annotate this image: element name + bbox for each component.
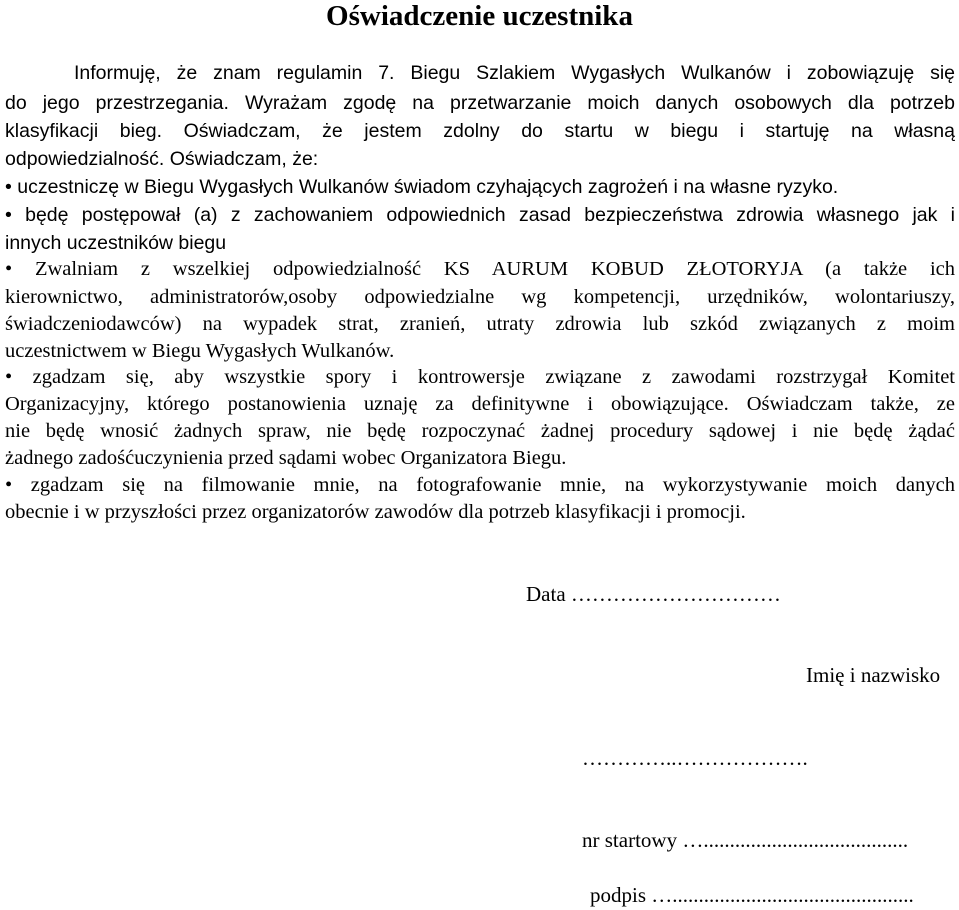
document-title: Oświadczenie uczestnika — [326, 0, 633, 32]
name-label: Imię i nazwisko — [806, 663, 941, 687]
bullet-line-5-cont: obecnie i w przyszłości przez organizatorów zawodów dla potrzeb klasyfikacji i promocji. — [5, 501, 746, 523]
bullet-line-3-cont-3: uczestnictwem w Biegu Wygasłych Wulkanów. — [5, 340, 395, 362]
paragraph-line-4: odpowiedzialność. Oświadczam, że: — [5, 148, 319, 170]
signature-field: podpis ….............................................. — [590, 883, 914, 907]
bullet-line-4-cont-2: nie będę wnosić żadnych spraw, nie będę rozpoczynać żadnej procedury sądowej i nie będę żądać — [5, 420, 955, 442]
bullet-line-3: • Zwalniam z wszelkiej odpowiedzialność KS AURUM KOBUD ZŁOTORYJA (a także ich — [5, 258, 955, 280]
bullet-line-1: • uczestniczę w Biegu Wygasłych Wulkanów świadom czyhających zagrożeń i na własne ryzyko. — [5, 176, 839, 198]
bullet-line-2-cont: innych uczestników biegu — [5, 232, 227, 254]
bib-number-field: nr startowy …....................................... — [582, 828, 909, 852]
bullet-line-2: • będę postępował (a) z zachowaniem odpowiednich zasad bezpieczeństwa zdrowia własnego jak i — [5, 204, 955, 226]
bullet-line-3-cont-1: kierownictwo, administratorów,osoby odpowiedzialne wg kompetencji, urzędników, wolontariuszy, — [5, 286, 955, 308]
paragraph-line-1: Informuję, że znam regulamin 7. Biegu Szlakiem Wygasłych Wulkanów i zobowiązuję się — [74, 62, 955, 84]
paragraph-line-2: do jego przestrzegania. Wyrażam zgodę na przetwarzanie moich danych osobowych dla potrzeb — [5, 92, 955, 114]
bullet-line-5: • zgadzam się na filmowanie mnie, na fotografowanie mnie, na wykorzystywanie moich danych — [5, 474, 955, 496]
date-field: Data ………………………… — [526, 582, 781, 606]
bullet-line-4: • zgadzam się, aby wszystkie spory i kontrowersje związane z zawodami rozstrzygał Komitet — [5, 366, 955, 388]
name-field: …………..………………. — [582, 746, 808, 770]
paragraph-line-3: klasyfikacji bieg. Oświadczam, że jestem zdolny do startu w biegu i startuję na własną — [5, 120, 955, 142]
bullet-line-3-cont-2: świadczeniodawców) na wypadek strat, zranień, utraty zdrowia lub szkód związanych z moim — [5, 313, 955, 335]
bullet-line-4-cont-3: żadnego zadośćuczynienia przed sądami wobec Organizatora Biegu. — [5, 447, 567, 469]
bullet-line-4-cont-1: Organizacyjny, którego postanowienia uznaję za definitywne i obowiązujące. Oświadczam także, ze — [5, 393, 955, 415]
